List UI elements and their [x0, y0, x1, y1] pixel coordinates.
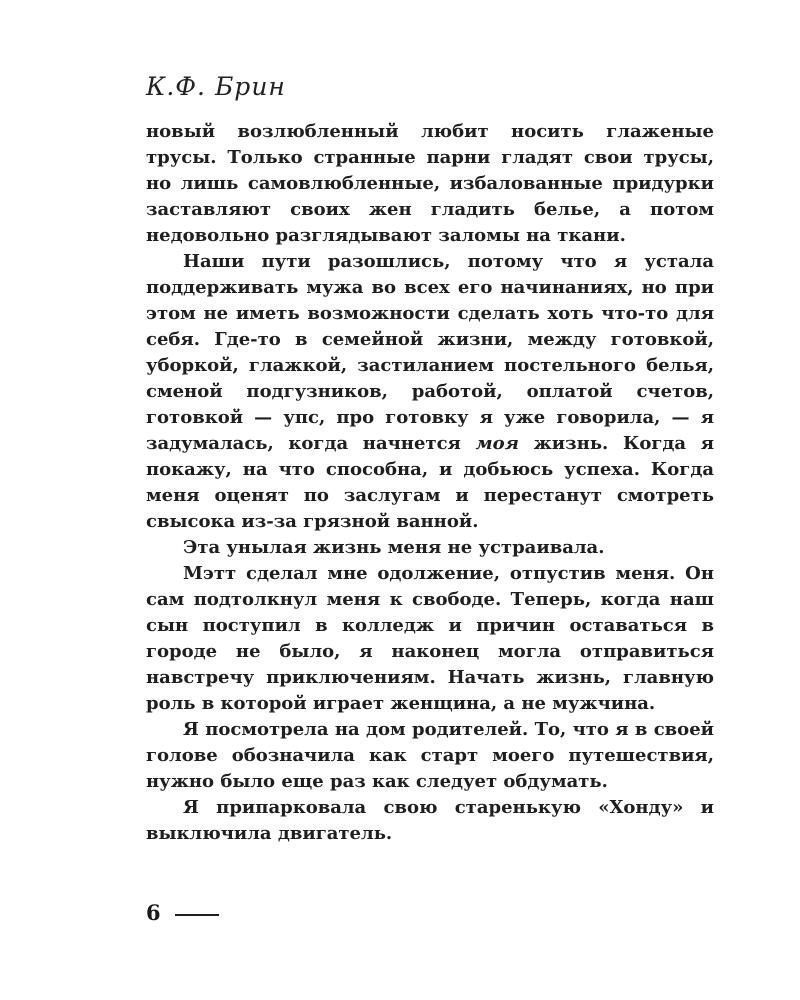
paragraph-4: Мэтт сделал мне одолжение, отпустив меня. Он сам подтолкнул меня к свободе. Теперь, когда наш сын поступил в колледж и причин оставаться в городе не было, я наконец могла отправиться навстречу приключениям. Начать жизнь, главную роль в которой играет женщина, а не мужчина. [146, 563, 714, 714]
paragraph-2-part-1: Наши пути разошлись, потому что я устала поддерживать мужа во всех его начинаниях, но при этом не иметь возможности сделать хоть что-то для себя. Где-то в семейной жизни, между готовкой, уборкой, глажкой, застиланием постельного белья, сменой подгузников, работой, оплатой счетов, готовкой — упс, про готовку я уже говорила, — я задумалась, когда начнется [146, 251, 714, 454]
body-text [146, 119, 714, 847]
paragraph-2 [146, 249, 714, 535]
paragraph-5: Я посмотрела на дом родителей. То, что я в своей голове обозначила как старт моего путешествия, нужно было еще раз как следует обдумать. [146, 719, 714, 792]
running-head-author: К.Ф. Брин [146, 72, 286, 101]
paragraph-3: Эта унылая жизнь меня не устраивала. [183, 537, 605, 558]
emphasis-word: моя [475, 433, 519, 454]
paragraph-2-part-2: жизнь. Когда я покажу, на что способна, и добьюсь успеха. Когда меня оценят по заслугам и перестанут смотреть свысока из-за грязной ванной. [146, 433, 715, 532]
page-number: 6 [146, 900, 161, 925]
folio-rule [175, 914, 219, 916]
page-folio [146, 900, 219, 925]
paragraph-6: Я припарковала свою старенькую «Хонду» и выключила двигатель. [146, 797, 714, 844]
paragraph-1: новый возлюбленный любит носить глаженые трусы. Только странные парни гладят свои трусы, но лишь самовлюбленные, избалованные придурки заставляют своих жен гладить белье, а потом недовольно разглядывают заломы на ткани. [146, 121, 714, 246]
